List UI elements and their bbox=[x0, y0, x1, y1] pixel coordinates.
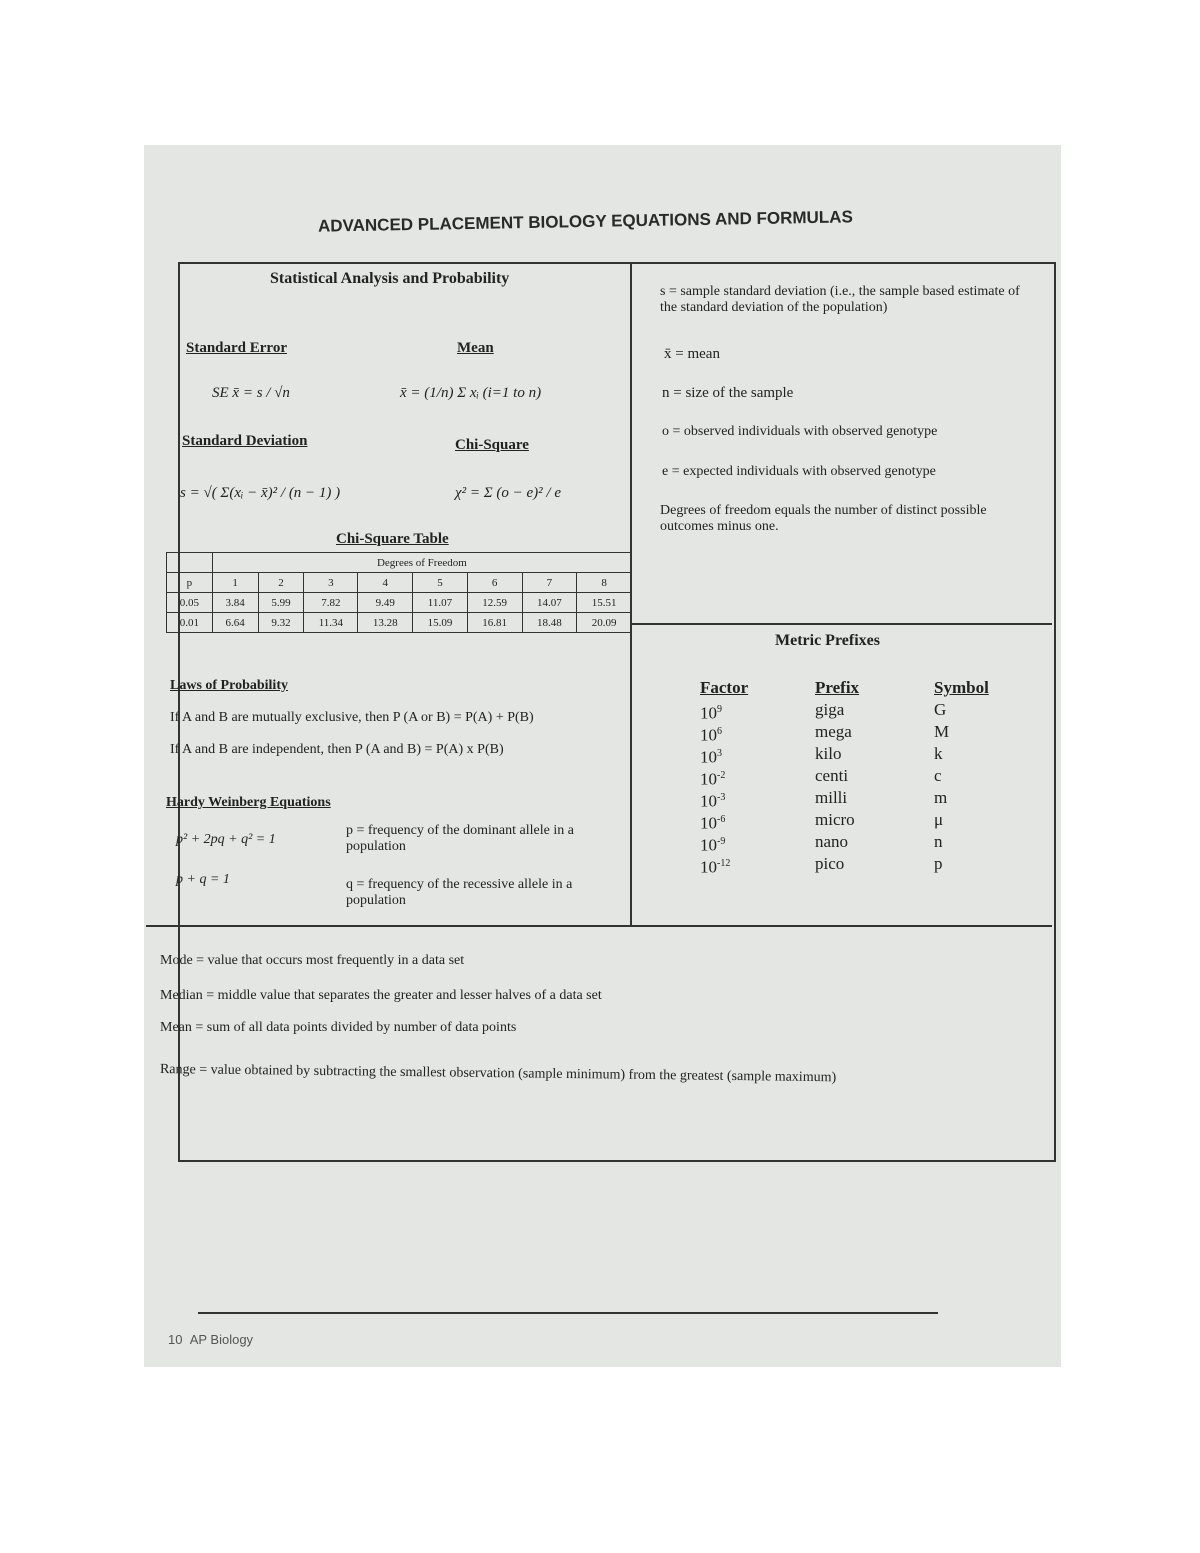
prefix-column: Prefix giga mega kilo centi milli micro nano pico bbox=[815, 678, 860, 873]
standard-error-formula: SE x̄ = s / √n bbox=[212, 385, 290, 401]
divider bbox=[146, 925, 1052, 927]
factor-column: Factor $10^9$ $10^6$ $10^3$ $10^{-2}$ $10^{-3}$ $10^{-6}$ $10^{-9}$ $10^{-12}$ bbox=[700, 678, 749, 877]
symbol-column: Symbol G M k c m μ n p bbox=[934, 678, 989, 873]
probability-line: If A and B are mutually exclusive, then P (A or B) = P(A) + P(B) bbox=[170, 710, 534, 725]
table-header-row: p 1 2 3 4 5 6 7 8 bbox=[167, 573, 632, 593]
definition: s = sample standard deviation (i.e., the sample based estimate of the standard deviation of the population) bbox=[660, 284, 1020, 315]
mode-definition: Mode = value that occurs most frequently in a data set bbox=[160, 953, 465, 968]
median-definition: Median = middle value that separates the greater and lesser halves of a data set bbox=[160, 988, 602, 1003]
probability-label: Laws of Probability bbox=[170, 678, 288, 693]
metric-heading: Metric Prefixes bbox=[775, 632, 880, 649]
definition: x̄ = mean bbox=[664, 346, 720, 362]
probability-line: If A and B are independent, then P (A and B) = P(A) x P(B) bbox=[170, 742, 504, 757]
dof-header: Degrees of Freedom bbox=[212, 553, 631, 573]
footer: 10 AP Biology bbox=[168, 1332, 254, 1347]
mean-definition: Mean = sum of all data points divided by number of data points bbox=[160, 1020, 517, 1035]
std-dev-formula: s = √( Σ(xᵢ − x̄)² / (n − 1) ) bbox=[180, 485, 341, 501]
divider bbox=[632, 623, 1052, 625]
definition: Degrees of freedom equals the number of distinct possible outcomes minus one. bbox=[660, 503, 987, 534]
hardy-weinberg-label: Hardy Weinberg Equations bbox=[166, 795, 331, 810]
definition: e = expected individuals with observed genotype bbox=[662, 464, 936, 479]
standard-error-label: Standard Error bbox=[186, 340, 287, 356]
hw-equation-2: p + q = 1 bbox=[176, 872, 230, 887]
p-definition: p = frequency of the dominant allele in a population bbox=[346, 823, 574, 854]
hw-equation-1: p² + 2pq + q² = 1 bbox=[176, 832, 276, 847]
table-row: 0.01 6.64 9.32 11.34 13.28 15.09 16.81 18.48 20.09 bbox=[167, 613, 632, 633]
mean-formula: x̄ = (1/n) Σ xᵢ (i=1 to n) bbox=[400, 385, 542, 401]
mean-label: Mean bbox=[457, 340, 494, 356]
footer-rule bbox=[198, 1312, 938, 1314]
chi-square-label: Chi-Square bbox=[455, 437, 529, 453]
range-definition: Range = value obtained by subtracting the smallest observation (sample minimum) from the greatest (sample maximum) bbox=[159, 1062, 837, 1086]
stats-heading: Statistical Analysis and Probability bbox=[270, 270, 510, 287]
table-row: 0.05 3.84 5.99 7.82 9.49 11.07 12.59 14.07 15.51 bbox=[167, 593, 632, 613]
definition: o = observed individuals with observed genotype bbox=[662, 424, 938, 439]
std-dev-label: Standard Deviation bbox=[182, 433, 308, 449]
chi-square-table bbox=[166, 552, 632, 633]
q-definition: q = frequency of the recessive allele in a population bbox=[346, 877, 573, 908]
definition: n = size of the sample bbox=[662, 385, 794, 401]
chi-square-formula: χ² = Σ (o − e)² / e bbox=[455, 485, 561, 501]
page-title: ADVANCED PLACEMENT BIOLOGY EQUATIONS AND FORMULAS bbox=[317, 207, 854, 236]
chi-table-title: Chi-Square Table bbox=[336, 531, 449, 547]
